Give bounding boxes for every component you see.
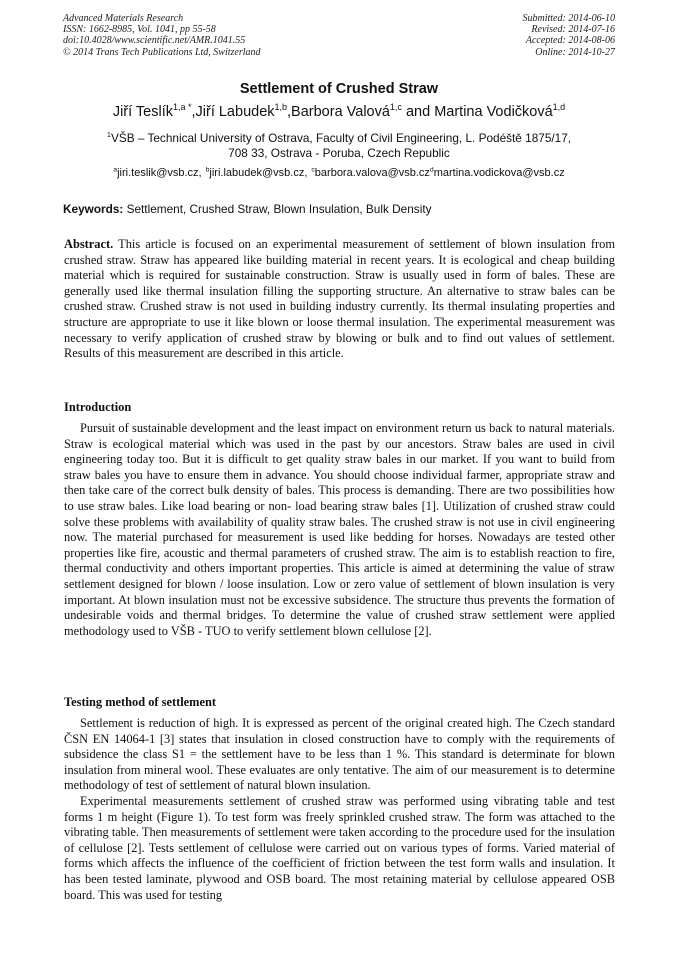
email-mark: a [113,166,118,174]
date-accepted: Accepted: 2014-08-06 [525,35,615,47]
testing-method-paragraph-2: Experimental measurements settlement of crushed straw was performed using vibrating table and test forms 1 m height (Figure 1). To test form was freely sprinkled crushed straw. The form was attached to the vibrating table. Then measurements of settlement were taken according to the procedure used for the insulation of cellulose [2]. Tests settlement of cellulose were carried out on various types of forms. Varied material of forms which affects the influence of the coefficient of friction between the test form walls and insulation. It has been tested laminate, plywood and OSB board. The most retaining material by cellulose appeared OSB board. This was used for testing [64,793,615,902]
abstract-text: This article is focused on an experimental measurement of settlement of blown insulation from crushed straw. Straw has appeared like building material in recent years. It is ecological and cheap building material which is required for sustainable construction. Straw is usually used in form of bales. These are generally used like thermal insulation filling the supporting structure. An alternative to straw bales can be crushed straw. Crushed straw is not used in building industry currently. Its thermal insulating properties and structure are appropriate to use it like blown or loose thermal insulation. The experimental measurement was necessary to verify application of crushed straw by blowing or bulk and to find out values of settlement. Results of this measurement are described in this article. [64,237,616,361]
affiliation-mark: 1 [106,130,111,140]
author-affiliation-mark: 1,a * [173,102,192,113]
abstract [64,237,615,362]
affiliation [40,131,638,161]
journal-issn: ISSN: 1662-8985, Vol. 1041, pp 55-58 [63,24,216,36]
email-address: martina.vodickova@vsb.cz [433,167,565,179]
keywords-label: Keywords: [63,202,124,216]
author-list: Jiří Teslík$^{1,a *}$,Jiří Labudek$^{1,b}$,Barbora Valová$^{1,c}$ and Martina Vodičková$^{1,d}$ [112,102,566,120]
keywords [63,202,432,216]
email-mark: d [429,166,434,174]
date-submitted: Submitted: 2014-06-10 [522,13,615,24]
section-heading-introduction: Introduction [64,400,132,414]
author-name: Jiří Labudek [195,104,275,120]
introduction-paragraph: Pursuit of sustainable development and the least impact on environment return us back to natural materials. Straw is ecological material which was used in the past by our ancestors. Straw bales are used in civil engineering today too. But it is difficult to get quality straw bales in our market. If you want to build from straw bales you have to ensure them in advance. You should choose individual farmer, appropriate straw and then take care of the correct bulk density of bales. This process is demanding. There are two possibilities how to use straw bales. Like load bearing or non- load bearing straw bales [1]. Utilization of crushed straw could solve these problems with availability of quality straw bales. The crushed straw is not use in civil engineering now. The material purchased for measurement is used like bedding for horses. Nowadays are tested other properties like fire, acoustic and thermal parameters of crushed straw. The aim is to establish reaction to fire, thermal conductivity and others important properties. This article is aimed at determining the value of straw settlement designed for blown / loose insulation. Low or zero value of settlement of blown insulation is very important. At blown insulation must not be excessive subsidence. The structure thus prevents the formation of undesirable voids and thermal bridges. To determine the value of crushed straw settlement were applied methodology used to VŠB - TUO to verify settlement blown cellulose [2]. [64,421,615,638]
abstract-label: Abstract. [64,237,114,251]
author-name: Barbora Valová [291,104,390,120]
journal-doi: doi:10.4028/www.scientific.net/AMR.1041.55 [63,35,246,47]
author-name: Martina Vodičková [434,104,553,120]
author-name: Jiří Teslík [112,104,173,120]
author-affiliation-mark: 1,d [552,102,566,113]
date-online: Online: 2014-10-27 [535,46,615,58]
journal-name: Advanced Materials Research [63,13,184,24]
author-joiner: and [405,104,431,120]
email-list [0,167,678,179]
keywords-text: Settlement, Crushed Straw, Blown Insulation, Bulk Density [126,202,432,216]
email-mark: b [205,166,210,174]
affiliation-line: 708 33, Ostrava - Poruba, Czech Republic [228,145,450,160]
journal-header-right [523,13,616,58]
testing-method-paragraph-1: Settlement is reduction of high. It is expressed as percent of the original created high. The Czech standard ČSN EN 14064-1 [3] states that insulation in closed construction have to comply with the requirements of subsidence the class S1 = the settlement have to be less than 1 %. This standard is determinate for blown insulation from mineral wool. These evaluates are only tentative. The aim of our measurement is to determine methodology of test of settlement of natural blown insulation. [64,716,615,793]
email-address: barbora.valova@vsb.cz [314,167,430,179]
author-affiliation-mark: 1,b [274,102,288,113]
email-address: jiri.labudek@vsb.cz, [209,167,308,179]
email-address: jiri.teslik@vsb.cz, [117,167,202,179]
affiliation-line: VŠB – Technical University of Ostrava, Faculty of Civil Engineering, L. Podéště 1875/17, [110,131,572,145]
section-heading-testing-method: Testing method of settlement [64,695,216,709]
date-revised: Revised: 2014-07-16 [531,24,615,36]
email-mark: c [311,166,315,174]
testing-method-section [64,716,615,903]
author-affiliation-mark: 1,c [389,102,402,113]
journal-header-left [63,13,261,58]
journal-copyright: © 2014 Trans Tech Publications Ltd, Switzerland [63,46,261,58]
paper-title: Settlement of Crushed Straw [239,81,439,97]
